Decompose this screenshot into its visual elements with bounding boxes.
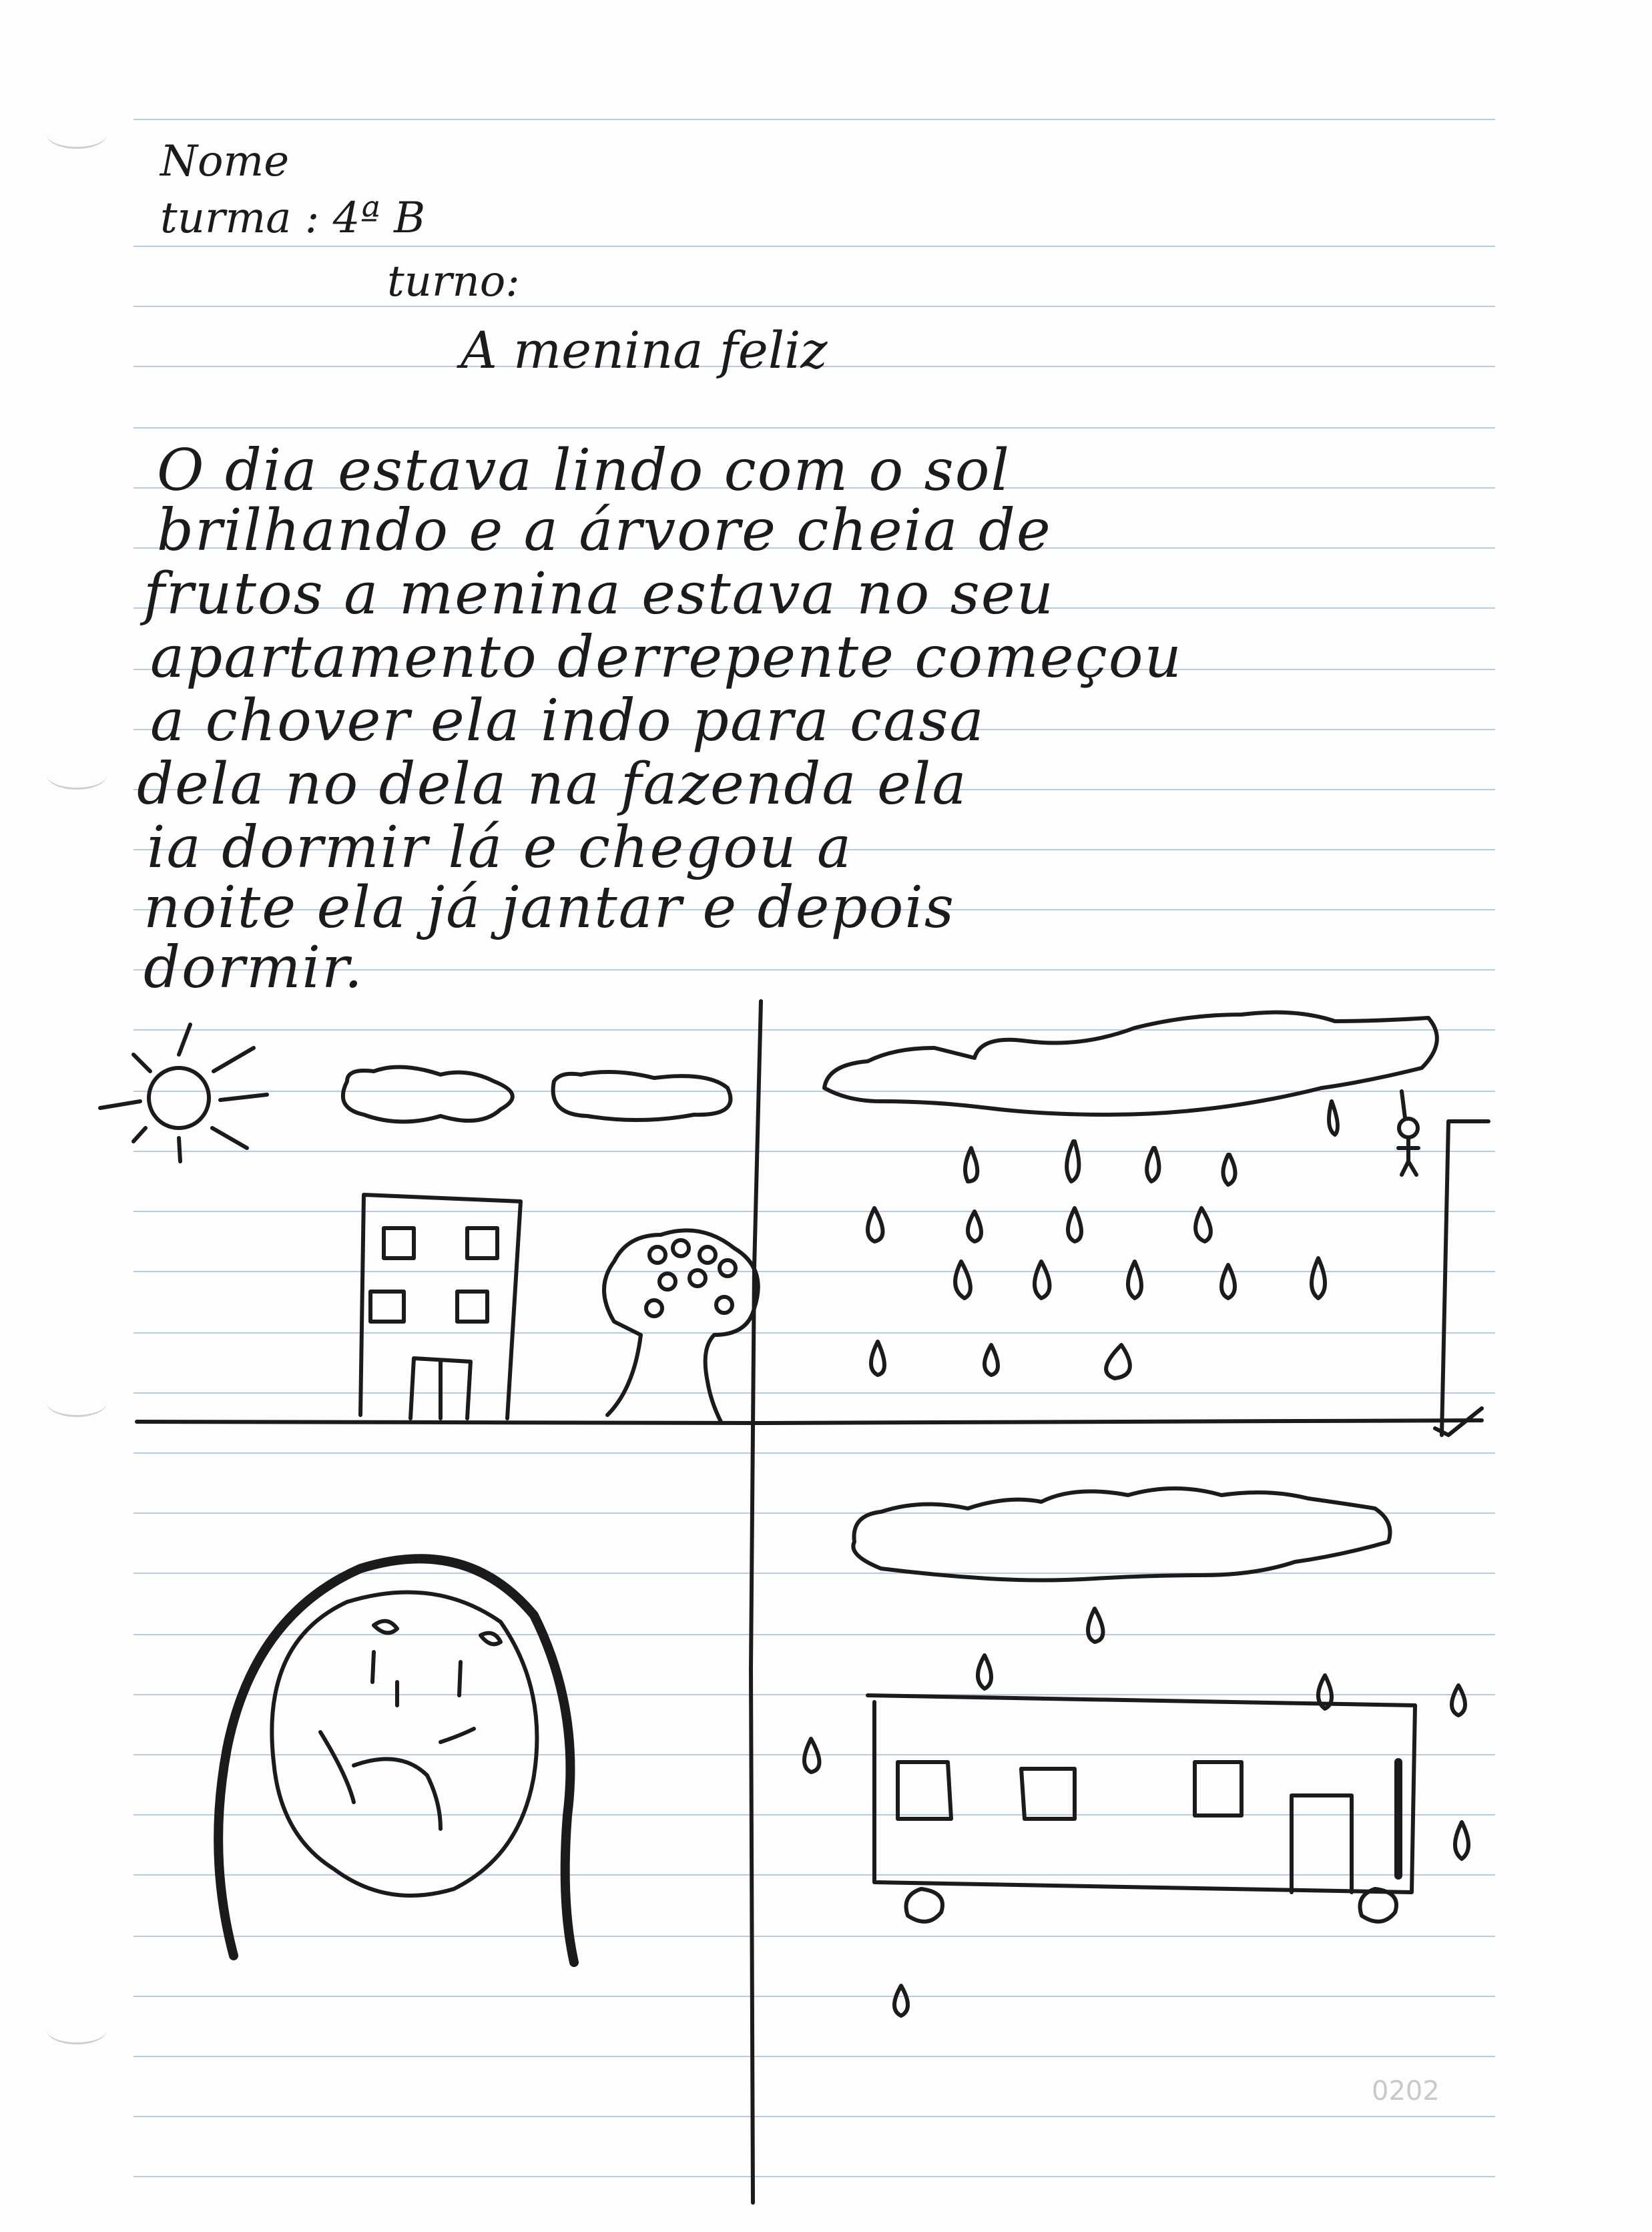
girl-face-icon <box>218 1559 574 1962</box>
fruit-tree-icon <box>604 1230 758 1422</box>
panel-divider-vertical <box>751 1001 761 2203</box>
rain-cloud-icon <box>853 1488 1390 1581</box>
story-line: apartamento derrepente começou <box>150 624 1183 691</box>
story-line: brilhando e a árvore cheia de <box>157 497 1052 564</box>
story-line: frutos a menina estava no seu <box>144 561 1055 627</box>
sun-icon <box>100 1025 267 1161</box>
story-line: dela no dela na fazenda ela <box>137 751 968 818</box>
story-line: a chover ela indo para casa <box>150 687 985 754</box>
cloud-icon <box>343 1067 513 1122</box>
raindrop-icon <box>804 1609 1468 2016</box>
building-edge <box>1435 1121 1488 1435</box>
page-stamp: 0202 <box>1372 2076 1440 2107</box>
name-label: Nome <box>160 137 290 186</box>
apartment-building-icon <box>360 1195 521 1418</box>
shift-label: turno: <box>387 257 520 306</box>
story-line: noite ela já jantar e depois <box>144 874 955 941</box>
raindrop-icon <box>868 1101 1338 1378</box>
panel-divider-horizontal <box>137 1420 1482 1423</box>
story-title: A menina feliz <box>461 320 828 380</box>
story-line: O dia estava lindo com o sol <box>157 437 1011 504</box>
rain-cloud-icon <box>824 1013 1437 1115</box>
story-line: ia dormir lá e chegou a <box>147 814 853 881</box>
cloud-icon <box>553 1072 731 1120</box>
girl-figure-icon <box>1398 1091 1418 1175</box>
farmhouse-icon <box>868 1695 1415 1922</box>
class-label: turma : 4ª B <box>160 194 426 243</box>
story-line: dormir. <box>144 934 364 1001</box>
